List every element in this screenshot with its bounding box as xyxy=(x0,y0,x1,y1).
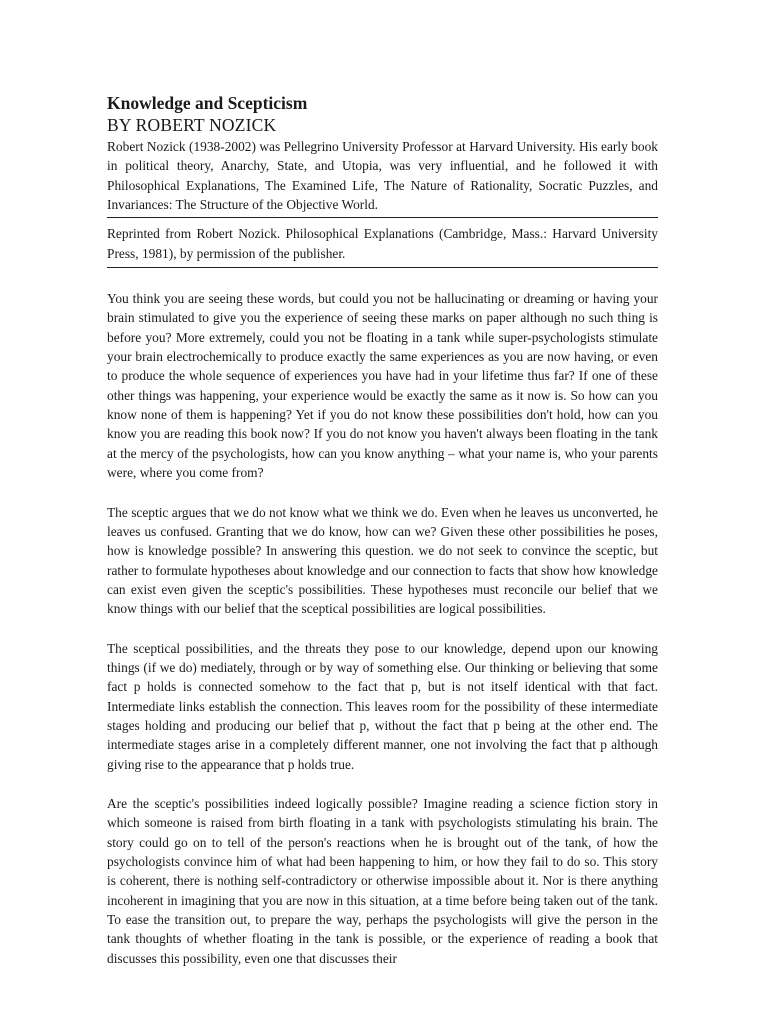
body-paragraph: The sceptic argues that we do not know what we think we do. Even when he leaves us unconverted, he leaves us confused. Granting that we do know, how can we? Given these other possibilities he poses, how is knowledge possible? In answering this question. we do not seek to convince the sceptic, but rather to formulate hypotheses about knowledge and our connection to facts that show how knowledge can exist even given the sceptic's possibilities. These hypotheses must reconcile our belief that we know things with our belief that the sceptical possibilities are logical possibilities. xyxy=(107,504,658,617)
body-paragraph: The sceptical possibilities, and the threats they pose to our knowledge, depend upon our knowing things (if we do) mediately, through or by way of something else. Our thinking or believing that some fact p holds is connected somehow to the fact that p, but is not itself identical with that fact. Intermediate links establish the connection. This leaves room for the possibility of these intermediate stages holding and producing our belief that p, without the fact that p being at the other end. The intermediate stages arise in a completely different manner, one not involving the fact that p although giving rise to the appearance that p holds true. xyxy=(107,640,658,772)
body-paragraph: You think you are seeing these words, but could you not be hallucinating or dreaming or having your brain stimulated to give you the experience of seeing these marks on paper although no such thing is before you? More extremely, could you not be floating in a tank while super-psychologists stimulate your brain electrochemically to produce exactly the same experiences as you are now having, or even to produce the whole sequence of experiences you have had in your lifetime thus far? If one of these other things was happening, your experience would be exactly the same as it now is. So how can you know none of them is happening? Yet if you do not know these possibilities don't hold, how can you know you are reading this book now? If you do not know you haven't always been floating in the tank at the mercy of the psychologists, how can you know anything – what your name is, who your parents were, where you come from? xyxy=(107,291,658,481)
body-paragraph: Are the sceptic's possibilities indeed logically possible? Imagine reading a science fiction story in which someone is raised from birth floating in a tank with psychologists stimulating his brain. The story could go on to tell of the person's reactions when he is brought out of the tank, of how the psychologists convince him of what had been happening to him, or how they fail to do so. This story is coherent, there is nothing self-contradictory or otherwise impossible about it. Nor is there anything incoherent in imagining that you are now in this situation, at a time before being taken out of the tank. To ease the transition out, to prepare the way, perhaps the psychologists will give the person in the tank thoughts of whether floating in the tank is possible, or the experience of reading a book that discusses this possibility, even one that discusses their xyxy=(107,795,658,966)
article-body xyxy=(107,289,658,968)
document-page xyxy=(107,92,658,968)
article-title: Knowledge and Scepticism xyxy=(107,93,308,113)
author-bio: Robert Nozick (1938-2002) was Pellegrino University Professor at Harvard University. His early book in political theory, Anarchy, State, and Utopia, was very influential, and he followed it with Philosophical Explanations, The Examined Life, The Nature of Rationality, Socratic Puzzles, and Invariances: The Structure of the Objective World. xyxy=(107,139,658,213)
divider-bottom xyxy=(107,267,658,268)
author-byline: BY ROBERT NOZICK xyxy=(107,115,277,135)
divider-top xyxy=(107,217,658,218)
reprint-note: Reprinted from Robert Nozick. Philosophical Explanations (Cambridge, Mass.: Harvard University Press, 1981), by permission of the publisher. xyxy=(107,226,658,261)
